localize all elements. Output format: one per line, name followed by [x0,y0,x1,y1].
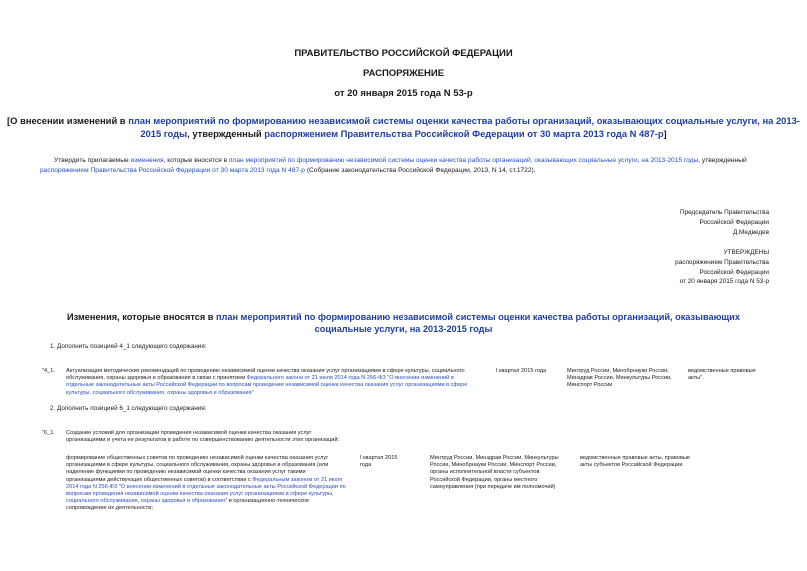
doc-date: от 20 января 2015 года N 53-р [334,88,473,99]
approved-date: от 20 января 2015 года N 53-р [679,278,769,286]
title-plan-link[interactable]: план мероприятий по формированию независимой системы оценки качества работы организаций, оказывающих социальные услуги, на 2013-2015 годы [128,115,800,139]
doc-type: РАСПОРЯЖЕНИЕ [362,68,445,79]
row41-result: ведомственные правовые акты". [688,368,756,382]
row61-text-a: формирование общественных советов по проведению независимой оценки качества оказания услуг организациями в сфере культуры, социального обслуживания, охраны здоровья и образования (или наделение функциями по проведению независимой оценки качества оказания услуг такими организациями действующих общественных советов) в соответствии с [66,455,329,483]
intro-order-link[interactable]: распоряжением Правительства Российской Федерации от 30 марта 2013 года N 487-р [40,166,305,174]
approved-block [469,248,769,287]
item2-intro: 2. Дополнить позицией 6_1 следующего содержания: [50,405,207,412]
row61-date: I квартал 2015 года [360,455,398,469]
intro-text-2: , которые вносятся в [163,157,229,164]
changes-title-plan-link[interactable]: план мероприятий по формированию независимой системы оценки качества работы организаций, оказывающих социальные услуги, на 2013-2015 годы [215,312,740,334]
row61-heading: Создание условий для организации проведения независимой оценки качества оказания услуг организациями и учета ее результатов в работе по совершенствованию деятельности этих организаций: [66,430,340,444]
row61-text-b: и организационно-техническое сопровождение их деятельности; [66,498,310,512]
intro-text-3: , утвержденный [698,157,747,164]
row41-law-link[interactable]: Федерального закона от 21 июля 2014 года N 256-ФЗ "О внесении изменений в отдельные законодательные акты Российской Федерации по вопросам проведения независимой оценки качества оказания услуг организациями в сфере культуры, социального обслуживания, охраны здоровья и образования" [66,375,468,396]
row61-executors: Минтруд России, Минздрав России, Минкультуры России, Минобрнауки России, Минспорт России, органы исполнительной власти субъектов Российской Федерации, органы местного самоуправления (при передаче им полномочий) [430,455,559,490]
intro-paragraph [40,156,780,175]
approved-order: распоряжением Правительства [675,258,769,266]
intro-text-4: (Собрание законодательства Российской Федерации, 2013, N 14, ст.1722). [304,166,536,174]
approved-country: Российской Федерации [699,268,769,276]
signature-position: Председатель Правительства [680,209,769,216]
row41-date: I квартал 2015 года [496,368,547,374]
signature-country: Российской Федерации [699,218,769,226]
intro-text-1: Утвердить прилагаемые [54,157,131,164]
changes-title-text: Изменения, которые вносятся в [67,312,216,322]
approved-label: УТВЕРЖДЕНЫ [723,249,769,256]
row61-result: ведомственные правовые акты, правовые акты субъектов Российской Федерации [580,455,690,469]
document-title [0,114,807,140]
intro-changes-link[interactable]: изменения [130,157,164,164]
title-mid: , утвержденный [187,128,265,139]
row61-law-link[interactable]: Федеральным законом от 21 июля 2014 года N 256-ФЗ "О внесении изменений в отдельные законодательные акты Российской Федерации по вопросам проведения независимой оценки качества оказания услуг организациями в сфере культуры, социального обслуживания, охраны здоровья и образования" [66,476,346,505]
row61-text [66,455,346,513]
title-close: ] [663,128,667,139]
row61-number: "6_1. [42,430,55,436]
row41-text [66,368,480,397]
changes-title [50,311,757,335]
signature-block [469,208,769,237]
org-name: ПРАВИТЕЛЬСТВО РОССИЙСКОЙ ФЕДЕРАЦИИ [294,48,513,59]
row41-executors: Минтруд России, Минобрнауки России, Минздрав России, Минкультуры России, Минспорт России [567,368,672,389]
row41-number: "4_1. [42,368,55,374]
row41-text-a: Актуализация методических рекомендаций по проведению независимой оценки качества оказания услуг организациями в сфере культуры, социального обслуживания, охраны здоровья и образования в связи с принятием [66,368,465,382]
intro-plan-link[interactable]: план мероприятий по формированию независимой системы оценки качества работы организаций, оказывающих социальные услуги, на 2013-2015 годы [228,157,699,164]
title-order-link[interactable]: распоряжением Правительства Российской Федерации от 30 марта 2013 года N 487-р [264,128,664,139]
item1-intro: 1. Дополнить позицией 4_1 следующего содержания: [50,343,207,350]
title-open: [О внесении изменений в [7,115,129,126]
signature-name: Д.Медведев [732,228,769,236]
